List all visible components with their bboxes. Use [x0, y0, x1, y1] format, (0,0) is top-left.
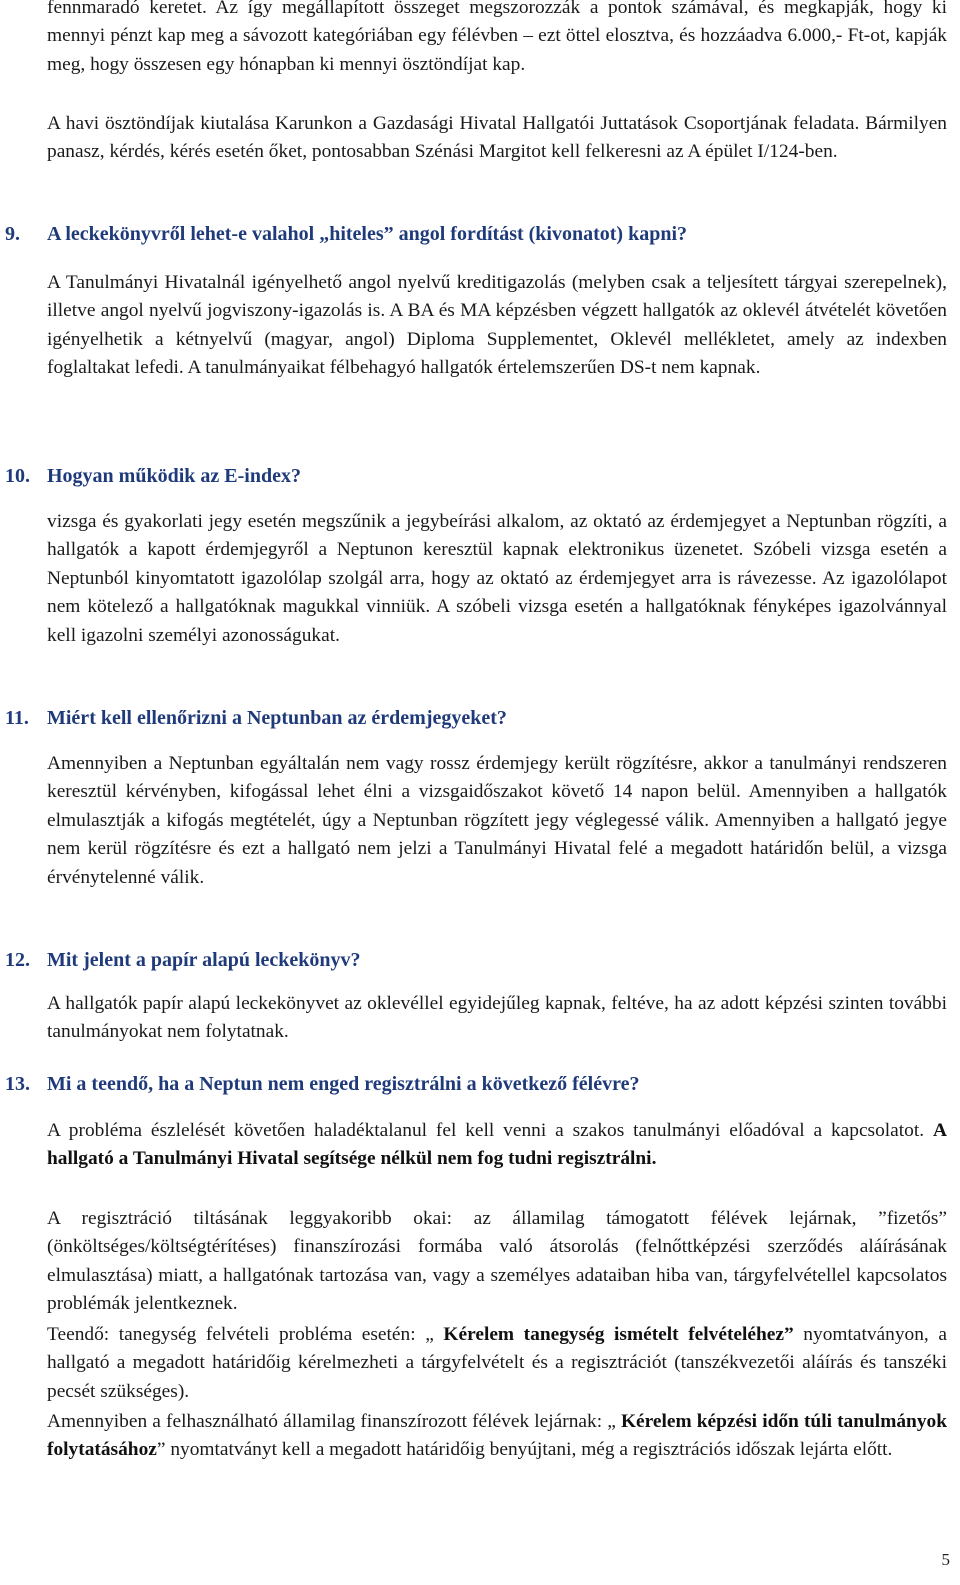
question-12-heading [5, 946, 947, 974]
question-13-answer-1-emphasis: A hallgató a Tanulmányi Hivatal segítsége nélkül nem fog tudni regisztrálni. [47, 1120, 947, 1170]
question-13-heading [5, 1070, 947, 1098]
question-13-number: 13. [5, 1073, 30, 1095]
question-10-title: Hogyan működik az E-index? [47, 465, 301, 487]
question-13-title: Mi a teendő, ha a Neptun nem enged regisztrálni a következő félévre? [47, 1073, 640, 1095]
question-13-todo-semesters-lead: Amennyiben a felhasználható államilag finanszírozott félévek lejárnak: „ [47, 1411, 621, 1432]
question-9-heading [5, 220, 947, 248]
question-13-todo-semesters-form: Kérelem képzési időn túli tanulmányok folytatásához [47, 1411, 948, 1461]
question-10-heading [5, 462, 947, 490]
question-13-todo-course-rest: nyomtatványon, a hallgató a megadott határidőig kérelmezheti a tárgyfelvételt és a regisztrációt (tanszékvezetői aláírás és tanszéki pecsét szükséges). [47, 1324, 947, 1402]
question-13-todo-course-lead: Teendő: tanegység felvételi probléma esetén: „ [47, 1324, 444, 1345]
question-12-answer: A hallgatók papír alapú leckekönyvet az oklevéllel egyidejűleg kapnak, feltéve, ha az adott képzési szinten további tanulmányokat nem folytatnak. [47, 993, 947, 1043]
question-10-number: 10. [5, 465, 30, 487]
question-13-todo-semesters [47, 1408, 947, 1465]
question-9-title: A leckekönyvről lehet-e valahol „hiteles” angol fordítást (kivonatot) kapni? [47, 223, 687, 245]
question-13-answer-1-text: A probléma észlelését követően haladéktalanul fel kell venni a szakos tanulmányi előadóval a kapcsolatot. [47, 1120, 933, 1141]
question-11-title: Miért kell ellenőrizni a Neptunban az érdemjegyeket? [47, 707, 507, 729]
question-11-number: 11. [5, 707, 29, 729]
question-10-answer: vizsga és gyakorlati jegy esetén megszűnik a jegybeírási alkalom, az oktató az érdemjegyet a Neptunban rögzíti, a hallgatók a kapott érdemjegyről a Neptunon keresztül kapnak elektronikus üzenetet. Szóbeli vizsga esetén a Neptunból kinyomtatott igazolólap szolgál arra, hogy az oktató az érdemjegyet arra is rávezesse. Az igazolólapot nem kötelező a hallgatóknak magukkal vinniük. A szóbeli vizsga esetén a hallgatóknak fényképes igazolvánnyal kell igazolni személyi azonosságukat. [47, 511, 947, 646]
page-number: 5 [941, 1550, 950, 1569]
question-13-answer-1 [47, 1117, 947, 1174]
intro-paragraph-2: A havi ösztöndíjak kiutalása Karunkon a Gazdasági Hivatal Hallgatói Juttatások Csoportjának feladata. Bármilyen panasz, kérdés, kérés esetén őket, pontosabban Szénási Margitot kell felkeresni az A épület I/124-ben. [47, 113, 947, 163]
intro-paragraph-1: fennmaradó keretet. Az így megállapított összeget megszorozzák a pontok számával, és megkapják, hogy ki mennyi pénzt kap meg a sávozott kategóriában egy félévben – ezt öttel elosztva, és hozzáadva 6.000,- Ft-ot, kapják meg, hogy összesen egy hónapban ki mennyi ösztöndíjat kap. [47, 0, 947, 75]
question-13-causes: A regisztráció tiltásának leggyakoribb okai: az államilag támogatott félévek lejárnak, ”fizetős” (önköltséges/költségtérítéses) finanszírozási formába való átsorolás (felnőttképzési szerződés aláírásának elmulasztása) miatt, a hallgatónak tartozása van, vagy a személyes adataiban hiba van, tárgyfelvétellel kapcsolatos problémák jelentkeznek. [47, 1208, 947, 1315]
question-12-number: 12. [5, 949, 30, 971]
question-12-title: Mit jelent a papír alapú leckekönyv? [47, 949, 361, 971]
question-9-number: 9. [5, 223, 20, 245]
question-11-heading [5, 704, 947, 732]
question-13-todo-course-form: Kérelem tanegység ismételt felvételéhez” [443, 1324, 794, 1345]
question-11-answer: Amennyiben a Neptunban egyáltalán nem vagy rossz érdemjegy került rögzítésre, akkor a tanulmányi rendszeren keresztül kérvényben, kifogással lehet élni a vizsgaidőszakot követő 14 napon belül. Amennyiben a hallgatók elmulasztják a kifogás megtételét, úgy a Neptunban rögzített jegy véglegessé válik. Amennyiben a hallgató jegye nem kerül rögzítésre és ezt a hallgató nem jelzi a Tanulmányi Hivatal felé a megadott határidőn belül, a vizsga érvénytelenné válik. [47, 753, 947, 888]
question-9-answer: A Tanulmányi Hivatalnál igényelhető angol nyelvű kreditigazolás (melyben csak a teljesített tárgyai szerepelnek), illetve angol nyelvű jogviszony-igazolás is. A BA és MA képzésben végzett hallgatók az oklevél átvételét követően igényelhetik a kétnyelvű (magyar, angol) Diploma Supplementet, Oklevél mellékletet, amely az indexben foglaltakat lefedi. A tanulmányaikat félbehagyó hallgatók értelemszerűen DS-t nem kapnak. [47, 272, 947, 379]
question-13-todo-course [47, 1321, 947, 1406]
question-13-todo-semesters-rest: ” nyomtatványt kell a megadott határidőig benyújtani, még a regisztrációs időszak lejárta előtt. [156, 1439, 893, 1461]
